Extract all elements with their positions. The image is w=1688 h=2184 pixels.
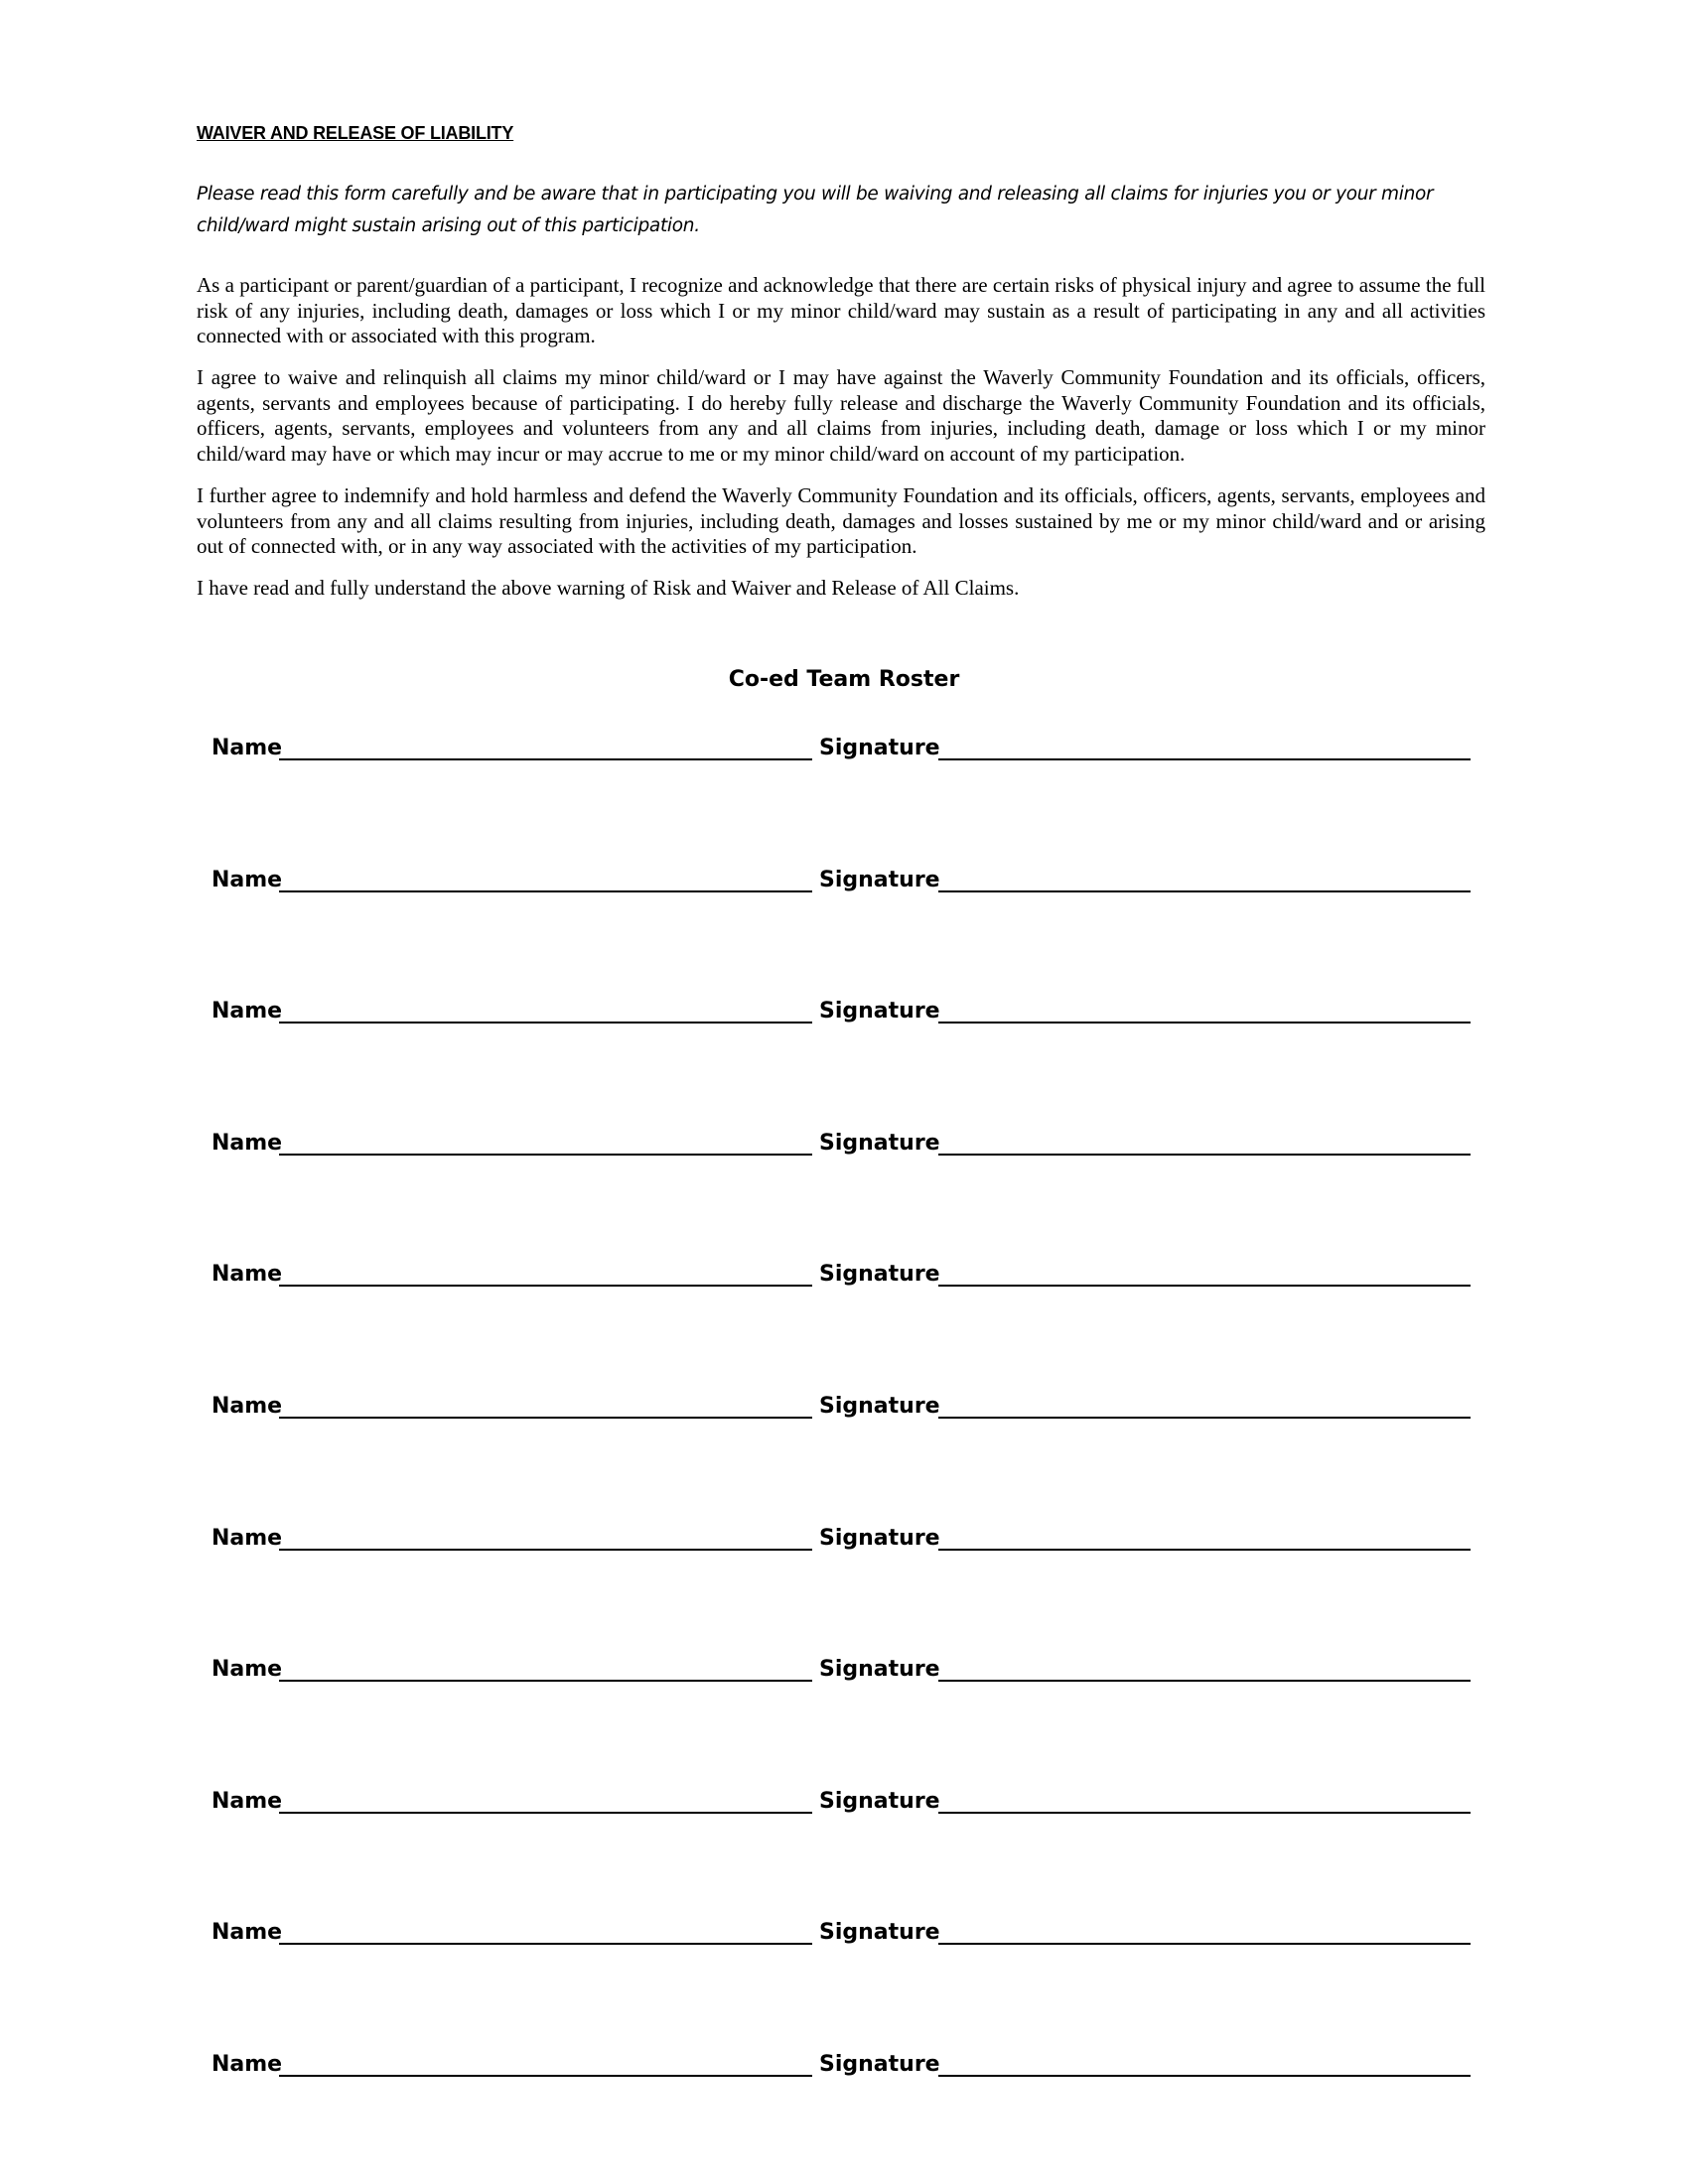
signature-label: Signature — [819, 1394, 940, 1419]
signature-label: Signature — [819, 868, 940, 892]
roster-row — [211, 1381, 1482, 1421]
roster-row — [211, 1249, 1482, 1289]
name-label: Name — [211, 1657, 283, 1682]
name-label: Name — [211, 1262, 283, 1287]
signature-blank-line[interactable] — [938, 890, 1471, 892]
document-heading: WAIVER AND RELEASE OF LIABILITY — [197, 123, 514, 143]
name-blank-line[interactable] — [279, 1943, 812, 1945]
name-label: Name — [211, 999, 283, 1024]
name-blank-line[interactable] — [279, 1680, 812, 1682]
roster-row — [211, 1644, 1482, 1684]
name-blank-line[interactable] — [279, 1417, 812, 1419]
name-label: Name — [211, 868, 283, 892]
roster-row — [211, 855, 1482, 894]
name-label: Name — [211, 1526, 283, 1551]
signature-blank-line[interactable] — [938, 1549, 1471, 1551]
roster-row — [211, 986, 1482, 1025]
roster-row — [211, 2039, 1482, 2079]
signature-label: Signature — [819, 1789, 940, 1814]
roster-row — [211, 1513, 1482, 1553]
name-label: Name — [211, 1394, 283, 1419]
paragraph-indemnify: I further agree to indemnify and hold harmless and defend the Waverly Community Foundation and its officials, officers, agents, servants, employees and volunteers from any and all claims resulting from injuries, including death, damages and losses sustained by me or my minor child/ward and or arising out of connected with, or in any way associated with the activities of my participation. — [197, 483, 1485, 558]
signature-label: Signature — [819, 1657, 940, 1682]
intro-notice: Please read this form carefully and be aware that in participating you will be waiving and releasing all claims for injuries you or your minor child/ward might sustain arising out of this participation. — [197, 184, 1434, 236]
signature-blank-line[interactable] — [938, 758, 1471, 760]
roster-row — [211, 1118, 1482, 1158]
signature-blank-line[interactable] — [938, 1285, 1471, 1287]
name-blank-line[interactable] — [279, 1022, 812, 1024]
name-blank-line[interactable] — [279, 758, 812, 760]
name-label: Name — [211, 736, 283, 760]
paragraph-waiver-release: I agree to waive and relinquish all claims my minor child/ward or I may have against the Waverly Community Foundation and its officials, officers, agents, servants and employees because of participating. I do hereby fully release and discharge the Waverly Community Foundation and its officials, officers, agents, servants, employees and volunteers from any and all claims from injuries, including death, damage or loss which I or my minor child/ward may have or which may incur or may accrue to me or my minor child/ward on account of my participation. — [197, 365, 1485, 466]
name-label: Name — [211, 1789, 283, 1814]
name-blank-line[interactable] — [279, 1285, 812, 1287]
signature-blank-line[interactable] — [938, 1154, 1471, 1156]
paragraph-understanding: I have read and fully understand the above warning of Risk and Waiver and Release of All Claims. — [197, 576, 1020, 600]
signature-label: Signature — [819, 736, 940, 760]
signature-label: Signature — [819, 1262, 940, 1287]
signature-label: Signature — [819, 999, 940, 1024]
signature-blank-line[interactable] — [938, 1943, 1471, 1945]
name-blank-line[interactable] — [279, 890, 812, 892]
signature-blank-line[interactable] — [938, 2075, 1471, 2077]
signature-blank-line[interactable] — [938, 1417, 1471, 1419]
roster-title: Co-ed Team Roster — [728, 667, 960, 692]
name-label: Name — [211, 1920, 283, 1945]
name-label: Name — [211, 2052, 283, 2077]
signature-blank-line[interactable] — [938, 1680, 1471, 1682]
signature-label: Signature — [819, 1131, 940, 1156]
name-blank-line[interactable] — [279, 1549, 812, 1551]
signature-blank-line[interactable] — [938, 1812, 1471, 1814]
name-blank-line[interactable] — [279, 1154, 812, 1156]
name-blank-line[interactable] — [279, 1812, 812, 1814]
signature-blank-line[interactable] — [938, 1022, 1471, 1024]
name-label: Name — [211, 1131, 283, 1156]
signature-label: Signature — [819, 1920, 940, 1945]
roster-row — [211, 1907, 1482, 1947]
signature-label: Signature — [819, 2052, 940, 2077]
paragraph-risk-acknowledgement: As a participant or parent/guardian of a participant, I recognize and acknowledge that there are certain risks of physical injury and agree to assume the full risk of any injuries, including death, damages or loss which I or my minor child/ward may sustain as a result of participating in any and all activities connected with or associated with this program. — [197, 273, 1485, 347]
signature-label: Signature — [819, 1526, 940, 1551]
name-blank-line[interactable] — [279, 2075, 812, 2077]
roster-row — [211, 1776, 1482, 1816]
roster-row — [211, 723, 1482, 762]
